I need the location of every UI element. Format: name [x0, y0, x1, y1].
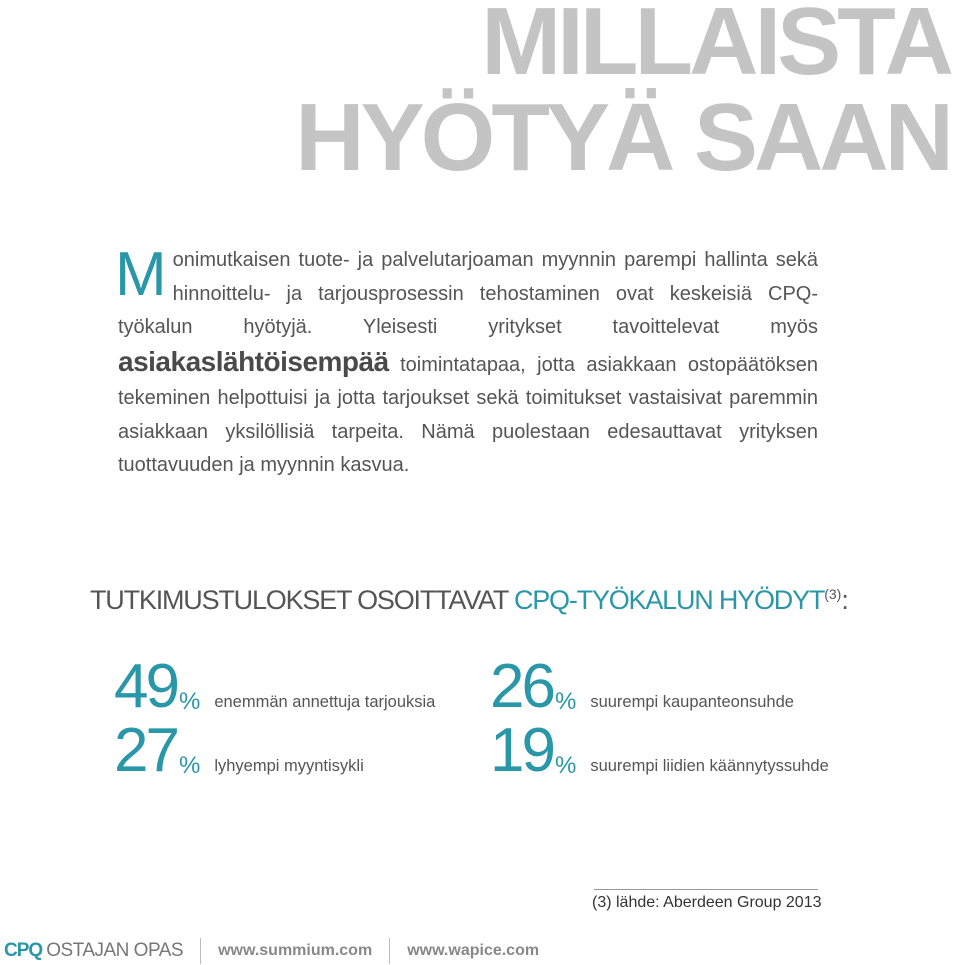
stat-value: 27 — [114, 716, 177, 785]
stat-unit: % — [178, 752, 201, 779]
footer-brand: CPQ — [4, 940, 43, 961]
footer-guide-title: OSTAJAN OPAS — [46, 940, 184, 961]
stat-unit: % — [178, 688, 201, 715]
footer-divider — [200, 938, 201, 964]
stat-win-rate — [490, 652, 794, 721]
intro-paragraph — [115, 240, 818, 483]
footer-link-wapice[interactable]: www.wapice.com — [407, 942, 540, 959]
stat-label: suurempi kaupanteonsuhde — [590, 693, 794, 711]
results-heading-ref: (3) — [824, 586, 842, 602]
drop-cap: M — [115, 240, 167, 309]
intro-text-1: onimutkaisen tuote- ja palvelutarjoaman myynnin parempi hallinta sekä hinnoittelu- ja tarjousprosessin tehostaminen ovat keskeisiä CPQ-työkalun hyötyjä. Yleisesti yritykset tavoittelevat myös — [118, 249, 818, 338]
stat-lead-conversion — [490, 716, 829, 785]
stat-value: 49 — [114, 652, 177, 721]
footer-divider — [389, 938, 390, 964]
footer-link-summium[interactable]: www.summium.com — [218, 942, 373, 959]
stat-unit: % — [554, 688, 577, 715]
stat-value: 19 — [490, 716, 553, 785]
results-heading — [90, 585, 848, 616]
stat-label: enemmän annettuja tarjouksia — [214, 693, 436, 711]
intro-text-2: toimintatapaa, jotta asiakkaan ostopäätöksen tekeminen helpottuisi ja jotta tarjoukset sekä toimitukset vastaisivat paremmin asiakkaan yksilöllisiä tarpeita. Nämä puolestaan edesauttavat yrityksen tuottavuuden ja myynnin kasvua. — [118, 353, 818, 476]
intro-emphasis: asiakaslähtöisempää — [118, 345, 389, 377]
stat-value: 26 — [490, 652, 553, 721]
stat-sales-cycle — [114, 716, 364, 785]
page-title — [295, 0, 950, 191]
stat-label: lyhyempi myyntisykli — [214, 757, 364, 775]
results-heading-text: TUTKIMUSTULOKSET OSOITTAVAT — [90, 585, 514, 615]
results-heading-accent: CPQ-TYÖKALUN HYÖDYT — [513, 585, 825, 615]
source-note: (3) lähde: Aberdeen Group 2013 — [592, 894, 822, 911]
results-heading-colon: : — [841, 585, 848, 615]
footer — [4, 938, 539, 964]
stat-label: suurempi liidien käännytyssuhde — [590, 757, 829, 775]
title-line-2: HYÖTYÄ SAAN — [295, 84, 950, 191]
source-divider — [594, 889, 818, 890]
stat-unit: % — [554, 752, 577, 779]
stat-offers — [114, 652, 436, 721]
title-line-1: MILLAISTA — [481, 0, 950, 95]
